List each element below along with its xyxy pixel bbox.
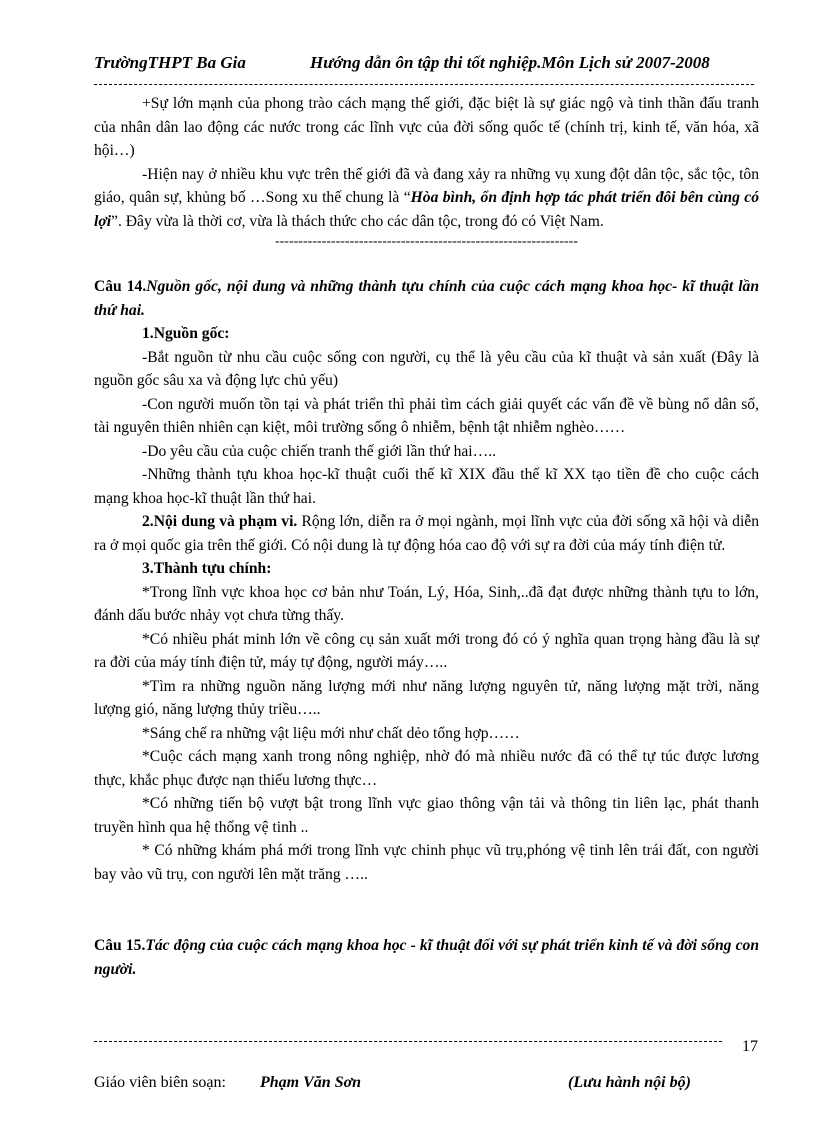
question-15-heading: [94, 934, 759, 981]
circulation-note: (Lưu hành nội bộ): [568, 1074, 691, 1091]
section-1-item: -Do yêu cầu của cuộc chiến tranh thế giới lần thứ hai…..: [142, 442, 497, 460]
page-content: [94, 92, 759, 981]
section-1-heading: 1.Nguồn gốc:: [142, 325, 230, 342]
intro-paragraph-1: +Sự lớn mạnh của phong trào cách mạng thế giới, đặc biệt là sự giác ngộ và tinh thần đấu tranh của nhân dân lao động các nước trong các lĩnh vực của đời sống quốc tế (chính trị, kinh tế, văn hóa, xã hội…): [94, 95, 759, 159]
question-14-heading: [94, 275, 759, 322]
section-3-item: *Có nhiều phát minh lớn về công cụ sản xuất mới trong đó có ý nghĩa quan trọng hàng đầu là sự ra đời của máy tính điện tử, máy tự động, người máy…..: [94, 630, 759, 671]
footer-rule: [94, 1041, 722, 1042]
intro-p2-text: -Hiện nay ở nhiều khu vực trên thế giới đã và đang xảy ra những vụ xung đột dân tộc, sắc tộc, tôn giáo, quân sự, khủng bố …Song xu thế chung là “: [94, 165, 759, 206]
section-2-heading: 2.Nội dung và phạm vi.: [142, 513, 298, 530]
school-name: TrườngTHPT Ba Gia: [94, 53, 246, 72]
section-3-item: *Sáng chế ra những vật liệu mới như chất dẻo tổng hợp……: [142, 724, 520, 742]
section-separator: -----------------------------------------------------------------: [274, 234, 579, 249]
question-15-topic: Tác động của cuộc cách mạng khoa học - kĩ thuật đối với sự phát triển kinh tế và đời sống con người.: [94, 937, 759, 978]
section-3-item: * Có những khám phá mới trong lĩnh vực chinh phục vũ trụ,phóng vệ tinh lên trái đất, con người bay vào vũ trụ, con người lên mặt trăng …..: [94, 842, 759, 883]
intro-p2-emphasis: Hòa bình, ổn định hợp tác phát triển đôi bên cùng có lợi: [94, 189, 759, 230]
question-14-number: Câu 14.: [94, 278, 147, 295]
section-3-item: *Cuộc cách mạng xanh trong nông nghiệp, nhờ đó mà nhiều nước đã có thể tự túc được lương thực, khắc phục được nạn thiếu lương thực…: [94, 748, 759, 789]
question-14-topic: Nguồn gốc, nội dung và những thành tựu chính của cuộc cách mạng khoa học- kĩ thuật lần thứ hai.: [94, 278, 760, 319]
question-15-number: Câu 15.: [94, 937, 146, 954]
intro-paragraph-2: [94, 163, 759, 234]
section-3-item: *Có những tiến bộ vượt bật trong lĩnh vực giao thông vận tải và thông tin liên lạc, phát thanh truyền hình qua hệ thống vệ tinh ..: [94, 795, 759, 836]
section-3-item: *Tìm ra những nguồn năng lượng mới như năng lượng nguyên tử, năng lượng mặt trời, năng lượng gió, năng lượng thủy triều…..: [94, 677, 759, 718]
page-header: [94, 53, 754, 77]
section-3-item: *Trong lĩnh vực khoa học cơ bản như Toán, Lý, Hóa, Sinh,..đã đạt được những thành tựu to lớn, đánh dấu bước nhảy vọt chưa từng thấy.: [94, 583, 759, 624]
author-label: Giáo viên biên soạn:: [94, 1074, 226, 1091]
section-1-item: -Những thành tựu khoa học-kĩ thuật cuối thế kĩ XIX đầu thế kĩ XX tạo tiền đề cho cuộc cách mạng khoa học-kĩ thuật lần thứ hai.: [94, 466, 759, 507]
author-name: Phạm Văn Sơn: [260, 1074, 362, 1091]
section-2-text: Rộng lớn, diễn ra ở mọi ngành, mọi lĩnh vực của đời sống xã hội và diễn ra ở mọi quốc gia trên thế giới. Có nội dung là tự động hóa cao độ với sự ra đời của máy tính điện tử.: [94, 513, 759, 554]
section-1-item: -Bắt nguồn từ nhu cầu cuộc sống con người, cụ thể là yêu cầu của kĩ thuật và sản xuất (Đây là nguồn gốc sâu xa và động lực chủ yếu): [94, 348, 759, 389]
section-1-item: -Con người muốn tồn tại và phát triển thì phải tìm cách giải quyết các vấn đề về bùng nổ dân số, tài nguyên thiên nhiên cạn kiệt, môi trường sống ô nhiễm, bệnh tật nhiễm nghèo……: [94, 395, 759, 436]
header-rule: [94, 84, 754, 85]
intro-p2-text-end: ”. Đây vừa là thời cơ, vừa là thách thức cho các dân tộc, trong đó có Việt Nam.: [111, 212, 604, 230]
document-title: Hướng dẫn ôn tập thi tốt nghiệp.Môn Lịch sử 2007-2008: [310, 53, 710, 72]
section-3-heading: 3.Thành tựu chính:: [142, 560, 272, 577]
section-2-paragraph: [94, 510, 759, 557]
page-number: 17: [742, 1038, 758, 1055]
